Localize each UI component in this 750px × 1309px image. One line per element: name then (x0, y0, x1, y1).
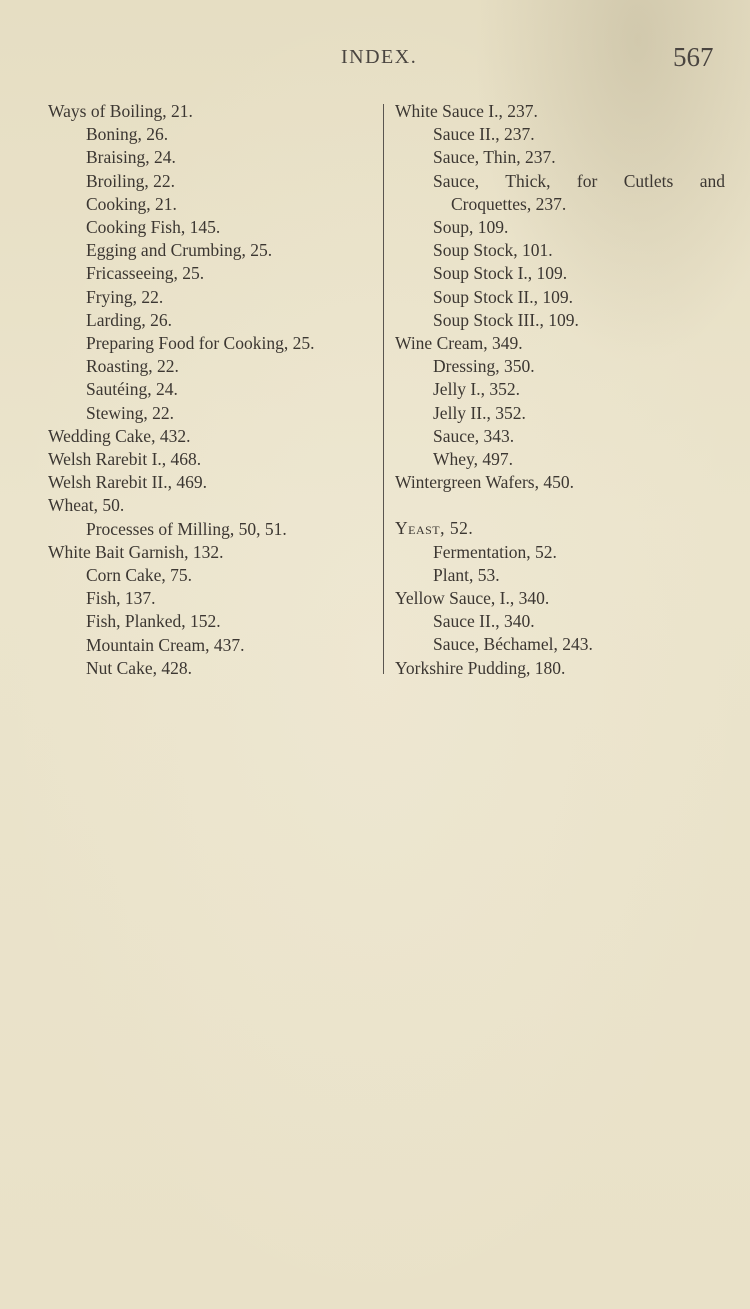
page-number: 567 (673, 42, 714, 72)
index-column-left (48, 100, 380, 680)
index-subentry: Fish, 137. (86, 588, 156, 609)
column-divider (383, 104, 384, 674)
index-subentry: Nut Cake, 428. (86, 657, 192, 678)
index-subentry: Sauce, Béchamel, 243. (433, 634, 593, 655)
index-entry: White Sauce I., 237. (395, 101, 538, 121)
index-subentry: Dressing, 350. (433, 356, 535, 377)
index-subentry: Jelly II., 352. (433, 402, 526, 423)
index-subentry: Cooking, 21. (86, 193, 177, 214)
index-subentry: Braising, 24. (86, 147, 176, 168)
index-subentry: Sautéing, 24. (86, 379, 178, 400)
index-subentry: Fricasseeing, 25. (86, 263, 205, 284)
index-entry: Yorkshire Pudding, 180. (395, 657, 566, 678)
index-subentry: Fish, Planked, 152. (86, 611, 221, 632)
index-subentry: Soup, 109. (433, 217, 509, 238)
index-entry: Wedding Cake, 432. (48, 425, 191, 446)
index-entry: Yellow Sauce, I., 340. (395, 588, 550, 609)
index-column-right (395, 100, 725, 680)
index-subentry: Whey, 497. (433, 449, 514, 470)
index-subentry: Corn Cake, 75. (86, 565, 192, 586)
section-gap (395, 494, 725, 517)
index-entry: Welsh Rarebit II., 469. (48, 472, 207, 493)
index-subentry: Egging and Crumbing, 25. (86, 240, 273, 261)
index-entry: Welsh Rarebit I., 468. (48, 449, 202, 470)
index-subentry: Preparing Food for Cooking, 25. (86, 333, 315, 354)
index-subentry: Sauce, Thick, for Cutlets and (433, 170, 725, 191)
index-entry: Ways of Boiling, 21. (48, 101, 193, 121)
running-header-title: INDEX. (341, 46, 418, 68)
index-subentry: Mountain Cream, 437. (86, 634, 245, 655)
index-subentry: Fermentation, 52. (433, 541, 557, 562)
index-subentry: Soup Stock II., 109. (433, 286, 573, 307)
index-subentry: Soup Stock, 101. (433, 240, 553, 261)
index-subentry: Cooking Fish, 145. (86, 217, 221, 238)
index-subentry-continuation: Croquettes, 237. (451, 193, 567, 214)
index-entry: Wintergreen Wafers, 450. (395, 472, 574, 493)
index-entry-section-start: Yeast, 52. (395, 518, 474, 539)
index-subentry: Sauce, 343. (433, 425, 515, 446)
index-subentry: Jelly I., 352. (433, 379, 521, 400)
index-subentry: Larding, 26. (86, 309, 173, 330)
index-subentry: Sauce, Thin, 237. (433, 147, 556, 168)
index-subentry: Processes of Milling, 50, 51. (86, 518, 287, 539)
index-subentry: Broiling, 22. (86, 170, 175, 191)
index-subentry: Soup Stock I., 109. (433, 263, 568, 284)
index-entry: Wine Cream, 349. (395, 333, 523, 354)
index-subentry: Frying, 22. (86, 286, 164, 307)
index-subentry: Plant, 53. (433, 564, 500, 585)
index-subentry: Stewing, 22. (86, 402, 174, 423)
index-subentry: Sauce II., 340. (433, 611, 535, 632)
index-subentry: Sauce II., 237. (433, 124, 535, 145)
index-subentry: Soup Stock III., 109. (433, 309, 579, 330)
index-subentry: Boning, 26. (86, 124, 169, 145)
index-subentry: Roasting, 22. (86, 356, 179, 377)
index-entry: Wheat, 50. (48, 495, 125, 516)
index-entry: White Bait Garnish, 132. (48, 541, 224, 562)
